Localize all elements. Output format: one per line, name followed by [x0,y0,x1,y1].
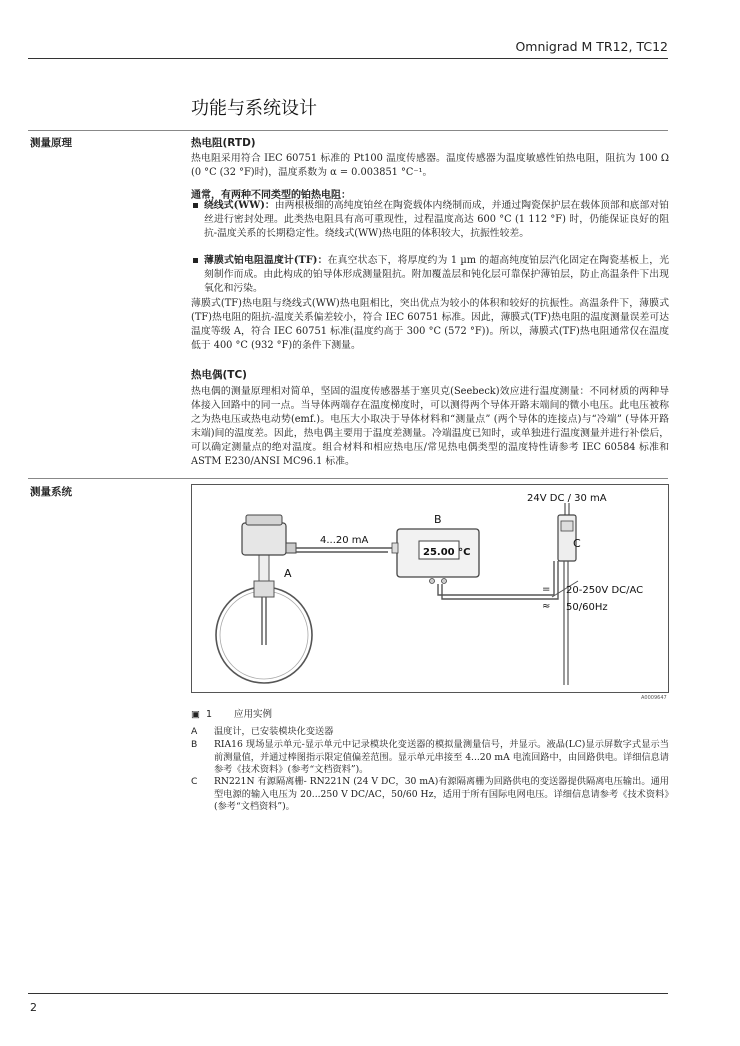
legend-key: C [191,776,198,787]
tc-heading: 热电偶(TC) [191,369,247,381]
rtd-heading: 热电阻(RTD) [191,137,256,149]
footer-divider [28,993,668,994]
measurement-system-diagram [191,484,669,693]
figure-caption [191,706,272,720]
mains-voltage-label: 20-250V DC/AC [566,585,644,596]
rtd-types-heading: 通常，有两种不同类型的铂热电阻： [191,190,351,201]
dc-symbol: = [542,584,551,595]
legend-text: 温度计，已安装模块化变送器 [214,726,334,737]
legend-key: A [191,726,198,737]
header-divider [28,58,668,59]
bullet-term: 薄膜式铂电阻温度计(TF)： [204,255,328,266]
label-a: A [284,567,292,580]
section-label-system: 测量系统 [30,486,72,498]
bullet-icon [193,258,198,263]
rtd-intro-paragraph: 热电阻采用符合 IEC 60751 标准的 Pt100 温度传感器。温度传感器为温度敏感性铂热电阻，阻抗为 100 Ω (0 °C (32 °F)时)，温度系数为 α = 0.003851 °C⁻¹。 [191,153,669,178]
supply-label: 24V DC / 30 mA [527,493,607,504]
bullet-text: 在真空状态下，将厚度约为 1 µm 的超高纯度铂层汽化固定在陶瓷基板上，光刻制作而成。由此构成的铂导体形成测量阻抗。附加覆盖层和钝化层可靠保护薄铂层，防止高温条件下出现氧化和污染。 [204,255,669,294]
thermometer-head-icon [242,523,286,555]
label-b: B [434,513,442,526]
rtd-comparison-paragraph: 薄膜式(TF)热电阻与绕线式(WW)热电阻相比，突出优点为较小的体积和较好的抗振性。高温条件下，薄膜式(TF)热电阻的阻抗-温度关系偏差较小，符合 IEC 60751 标准。因此，薄膜式(TF)热电阻的温度测量误差可达温度等级 A，符合 IEC 60751 标准(温度约高于 300 °C (572 °F))。所以，薄膜式(TF)热电阻通常仅在温度低于 400 °C (932 °F)的条件下测量。 [191,298,669,351]
figure-icon: ▣ [191,709,200,720]
process-connection-icon [254,581,274,597]
label-c: C [573,537,581,550]
ac-symbol: ≈ [542,601,551,612]
page-number: 2 [30,1001,37,1014]
mains-frequency-label: 50/60Hz [566,602,608,613]
section-label-principle: 测量原理 [30,137,72,149]
bullet-term: 绕线式(WW)： [204,200,275,211]
diagram-drawing [192,485,668,692]
section-divider [28,478,668,479]
legend-item [191,726,669,739]
pipe-icon [216,587,312,683]
section-divider [28,130,668,131]
figure-caption-text: 应用实例 [234,709,273,720]
cable-gland-icon [286,543,296,553]
legend-key: B [191,739,198,750]
bullet-icon [193,203,198,208]
page-title: 功能与系统设计 [191,98,317,119]
bullet-thinfilm [191,254,669,296]
legend-item [191,776,669,814]
legend-item [191,739,669,777]
legend-text: RN221N 有源隔离栅- RN221N (24 V DC，30 mA)有源隔离栅为回路供电的变送器提供隔离电压输出。通用型电源的输入电压为 20...250 V DC/AC，50/60 Hz，适用于所有国际电网电压。详细信息请参考《技术资料》(参考“文档资料”)。 [214,776,669,812]
tc-paragraph: 热电偶的测量原理相对简单，坚固的温度传感器基于塞贝克(Seebeck)效应进行温度测量：不同材质的两种导体接入回路中的同一点。当导体两端存在温度梯度时，可以测得两个导体开路末端间的微小电压。此电压被称之为热电压或热电动势(emf.)。电压大小取决于导体材料和“测量点” (两个导体的连接点)与“冷端” (导体开路末端)间的温度差。因此，热电偶主要用于温度差测量。冷端温度已知时，或单独进行温度测量并进行补偿后，可以确定测量点的绝对温度。组合材料和相应热电压/常见热电偶类型的温度特性请参考 IEC 60584 标准和 ASTM E230/ANSI MC96.1 标准。 [191,386,669,467]
figure-id: A0009647 [641,695,667,701]
current-loop-label: 4...20 mA [320,535,369,546]
legend-text: RIA16 现场显示单元-显示单元中记录模块化变送器的模拟量测量信号，并显示。液晶(LC)显示屏数字式显示当前测量值，并通过棒图指示限定值偏差范围。显示单元串接至 4...20 mA 电流回路中，由回路供电。详细信息请参考《技术资料》(参考“文档资料”)。 [214,739,669,775]
display-reading: 25.00 °C [423,547,471,558]
document-header-title: Omnigrad M TR12, TC12 [515,39,668,54]
bullet-wirewound [191,199,669,241]
figure-number: 1 [205,709,213,720]
bullet-text: 由两根极细的高纯度铂丝在陶瓷载体内绕制而成，并通过陶瓷保护层在载体顶部和底部对铂丝进行密封处理。此类热电阻具有高可重现性，过程温度高达 600 °C (1 112 °F) 时，仍能保证良好的阻抗-温度关系的长期稳定性。绕线式(WW)热电阻的体积较大，抗振性较差。 [204,200,669,239]
